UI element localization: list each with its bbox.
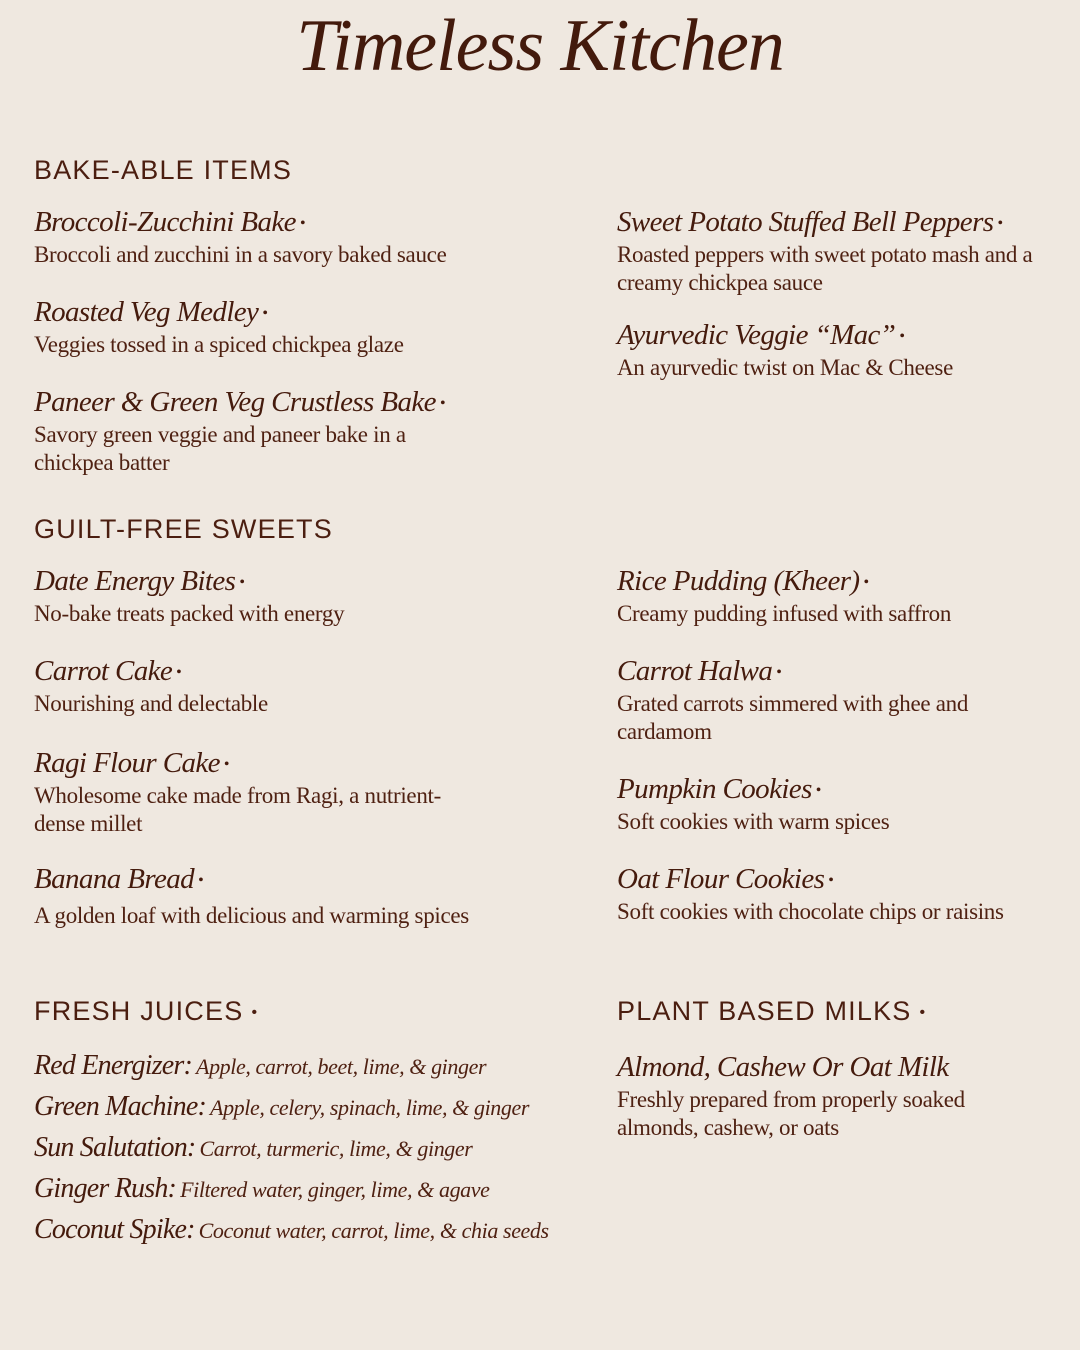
bullet-dot-icon: • — [815, 782, 821, 799]
item-description: Savory green veggie and paneer bake in a chickpea batter — [34, 422, 406, 475]
bullet-dot-icon: • — [223, 756, 229, 773]
section-heading-fresh-juices: FRESH JUICES • — [34, 996, 259, 1026]
menu-item-sweet-potato-bell-peppers — [617, 205, 1047, 297]
item-name: Sweet Potato Stuffed Bell Peppers — [617, 206, 994, 238]
juice-item-red-energizer — [34, 1050, 614, 1082]
juice-ingredients: Apple, celery, spinach, lime, & ginger — [210, 1095, 530, 1120]
bullet-dot-icon: • — [828, 872, 834, 889]
menu-item-pumpkin-cookies — [617, 772, 1077, 836]
item-description: Roasted peppers with sweet potato mash and a creamy chickpea sauce — [617, 242, 1033, 295]
menu-item-ayurvedic-veggie-mac — [617, 318, 1047, 382]
item-description: Veggies tossed in a spiced chickpea glaze — [34, 332, 404, 357]
menu-item-date-energy-bites — [34, 564, 494, 628]
bullet-dot-icon: • — [262, 305, 268, 322]
item-description: Grated carrots simmered with ghee and cardamom — [617, 691, 969, 744]
menu-item-paneer-green-veg-bake — [34, 385, 464, 477]
item-name: Rice Pudding (Kheer) — [617, 565, 860, 597]
bullet-dot-icon: • — [251, 1004, 259, 1021]
bullet-dot-icon: • — [198, 872, 204, 889]
item-name: Ragi Flour Cake — [34, 747, 220, 779]
item-name: Banana Bread — [34, 863, 195, 895]
item-name: Oat Flour Cookies — [617, 863, 825, 895]
item-description: Freshly prepared from properly soaked almonds, cashew, or oats — [617, 1087, 965, 1140]
item-description: A golden loaf with delicious and warming spices — [34, 903, 469, 928]
bullet-dot-icon: • — [919, 1004, 927, 1021]
juice-ingredients: Coconut water, carrot, lime, & chia seeds — [198, 1218, 549, 1243]
menu-item-broccoli-zucchini-bake — [34, 205, 494, 269]
item-name: Date Energy Bites — [34, 565, 236, 597]
bullet-dot-icon: • — [997, 215, 1003, 232]
menu-item-roasted-veg-medley — [34, 295, 494, 359]
item-name: Paneer & Green Veg Crustless Bake — [34, 386, 436, 418]
item-description: Soft cookies with warm spices — [617, 809, 890, 834]
menu-item-rice-pudding — [617, 564, 1037, 628]
juice-ingredients: Apple, carrot, beet, lime, & ginger — [196, 1054, 487, 1079]
bullet-dot-icon: • — [176, 664, 182, 681]
menu-item-ragi-flour-cake — [34, 746, 454, 838]
bullet-dot-icon: • — [439, 395, 445, 412]
juice-item-ginger-rush — [34, 1173, 614, 1205]
menu-item-carrot-cake — [34, 654, 494, 718]
item-description: Wholesome cake made from Ragi, a nutrient-dense millet — [34, 783, 441, 836]
section-heading-bake-able-items: BAKE-ABLE ITEMS — [34, 155, 293, 185]
item-description: An ayurvedic twist on Mac & Cheese — [617, 355, 953, 380]
item-description: Broccoli and zucchini in a savory baked sauce — [34, 242, 447, 267]
item-name: Almond, Cashew Or Oat Milk — [617, 1051, 949, 1083]
menu-item-oat-flour-cookies — [617, 862, 1017, 926]
juice-item-coconut-spike — [34, 1214, 614, 1246]
bullet-dot-icon: • — [239, 574, 245, 591]
item-description: Nourishing and delectable — [34, 691, 268, 716]
item-name: Ayurvedic Veggie “Mac” — [617, 319, 896, 351]
section-heading-guilt-free-sweets: GUILT-FREE SWEETS — [34, 514, 333, 544]
juice-name: Coconut Spike: — [34, 1214, 195, 1245]
juice-name: Ginger Rush: — [34, 1173, 177, 1204]
item-description: Soft cookies with chocolate chips or raisins — [617, 899, 1004, 924]
menu-item-banana-bread — [34, 862, 474, 930]
bullet-dot-icon: • — [899, 328, 905, 345]
page-title: Timeless Kitchen — [296, 5, 784, 87]
juice-ingredients: Filtered water, ginger, lime, & agave — [180, 1177, 490, 1202]
juice-name: Sun Salutation: — [34, 1132, 196, 1163]
juice-name: Red Energizer: — [34, 1050, 193, 1081]
juice-item-green-machine — [34, 1091, 614, 1123]
bullet-dot-icon: • — [776, 664, 782, 681]
juice-item-sun-salutation — [34, 1132, 614, 1164]
item-name: Pumpkin Cookies — [617, 773, 812, 805]
item-description: No-bake treats packed with energy — [34, 601, 345, 626]
item-name: Broccoli-Zucchini Bake — [34, 206, 296, 238]
item-name: Carrot Cake — [34, 655, 173, 687]
bullet-dot-icon: • — [299, 215, 305, 232]
bullet-dot-icon: • — [863, 574, 869, 591]
juice-ingredients: Carrot, turmeric, lime, & ginger — [199, 1136, 473, 1161]
juice-name: Green Machine: — [34, 1091, 207, 1122]
menu-item-carrot-halwa — [617, 654, 1017, 746]
menu-item-plant-milk — [617, 1050, 997, 1142]
item-name: Roasted Veg Medley — [34, 296, 259, 328]
item-description: Creamy pudding infused with saffron — [617, 601, 952, 626]
section-heading-plant-based-milks: PLANT BASED MILKS • — [617, 996, 927, 1026]
item-name: Carrot Halwa — [617, 655, 773, 687]
